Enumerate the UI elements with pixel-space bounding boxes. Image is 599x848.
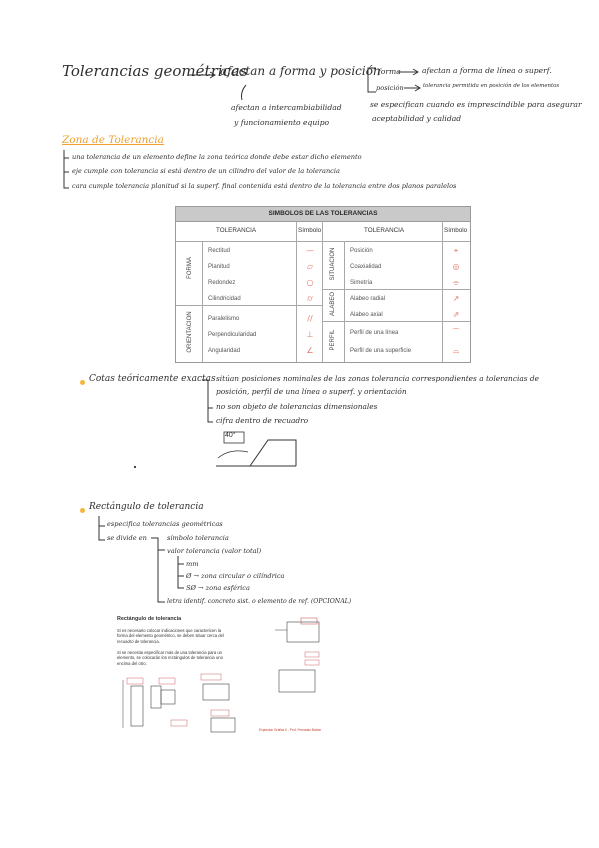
stray-mark [134, 466, 136, 468]
rectangulo-sub-2a: mm [186, 560, 199, 568]
table-row-name: Perfil de una línea [350, 330, 399, 336]
straightness-icon: — [306, 246, 314, 255]
table-row-name: Perfil de una superficie [350, 348, 412, 354]
rectangulo-sub-1: símbolo tolerancia [167, 534, 229, 542]
arrow-icon [404, 84, 422, 92]
col-header-tolerancia: TOLERANCIA [216, 227, 257, 234]
group-label-perfil: PERFIL [330, 329, 336, 351]
rectangulo-sub-2b: Ø → zona circular o cilíndrica [186, 572, 285, 580]
forma-label: forma [378, 67, 401, 76]
table-row-name: Posición [350, 248, 373, 254]
list-bracket-icon [150, 536, 166, 606]
cotas-desc-1: sitúan posiciones nominales de las zonas tolerancia correspondientes a tolerancias de [216, 374, 539, 383]
position-icon: ⌖ [453, 246, 459, 255]
arrow-icon [398, 68, 420, 76]
parallelism-icon: // [307, 314, 313, 323]
cotas-desc-2: posición, perfil de una línea o superf. y orientación [216, 387, 407, 396]
divider [344, 241, 345, 362]
spec-text-2: aceptabilidad y calidad [372, 114, 462, 123]
below-text-1: afectan a intercambiabilidad [231, 103, 342, 112]
rectangulo-item-2: se divide en [107, 534, 147, 542]
col-header-simbolo: Símbolo [444, 227, 468, 234]
table-row-name: Simetría [350, 280, 373, 286]
col-header-simbolo: Símbolo [298, 227, 322, 234]
zona-heading: Zona de Tolerancia [62, 134, 164, 146]
divider [322, 221, 323, 362]
bullet-icon [80, 508, 85, 513]
spec-text-1: se especifican cuando es imprescindible para asegurar [370, 100, 582, 109]
divider [442, 221, 443, 362]
group-label-orientacion: ORIENTACION [187, 311, 193, 353]
card-footer: Expresión Gráfica II - Prof. Fernando Bahón [259, 728, 322, 732]
group-label-alabeo: ALABEO [330, 292, 336, 317]
card-drawing [269, 616, 335, 700]
divider [176, 241, 470, 242]
zona-item: cara cumple tolerancia planitud si la superf. final contenida está dentro de la tolerancia entre dos planos paralelos [72, 182, 457, 190]
arrow-icon [236, 84, 250, 104]
card-paragraph: Si es necesario colocar indicaciones que caractericen la forma del elemento geométrico, se deben situar cerca del recuadro de tolerancia. [117, 628, 224, 644]
bullet-icon [80, 380, 85, 385]
card-drawing [115, 672, 265, 734]
arrow-icon [188, 70, 218, 80]
cotas-desc-4: cifra dentro de recuadro [216, 416, 309, 425]
table-row-name: Redondez [208, 280, 236, 286]
rectangulo-sub-2c: SØ → zona esférica [186, 584, 250, 592]
axial-runout-icon: ⇗ [452, 310, 460, 319]
cotas-desc-3: no son objeto de tolerancias dimensionales [216, 402, 378, 411]
table-row-name: Cilindricidad [208, 296, 241, 302]
posicion-desc: tolerancia permitida en posición de los elementos [423, 83, 560, 89]
below-text-2: y funcionamiento equipo [234, 118, 330, 127]
radial-runout-icon: ↗ [452, 294, 460, 303]
card-title: Rectángulo de tolerancia [117, 616, 182, 622]
angle-value: 40° [225, 432, 236, 439]
table-row-name: Alabeo radial [350, 296, 386, 302]
table-row-name: Coaxialidad [350, 264, 382, 270]
cylindricity-icon: ⌭ [307, 294, 313, 303]
line-profile-icon: ⌒ [452, 328, 460, 337]
table-row-name: Perpendicularidad [208, 332, 257, 338]
table-row-name: Paralelismo [208, 316, 240, 322]
posicion-label: posición [376, 84, 404, 92]
embedded-slide [111, 610, 339, 738]
symmetry-icon: ⌯ [452, 278, 460, 287]
rectangulo-sub-2: valor tolerancia (valor total) [167, 547, 262, 555]
col-header-tolerancia: TOLERANCIA [364, 227, 405, 234]
rectangulo-item-1: especifica tolerancias geométricas [107, 520, 223, 528]
table-title: SIMBOLOS DE LAS TOLERANCIAS [176, 207, 470, 222]
list-bracket-icon [60, 150, 70, 192]
divider [296, 221, 297, 362]
notes-title: Tolerancias geométricas [62, 62, 248, 80]
card-paragraph: Si se necesita especificar más de una tolerancia para un elemento, se colocarán los rectángulos de tolerancia uno encima del otro. [117, 650, 223, 666]
table-row-name: Alabeo axial [350, 312, 383, 318]
coaxiality-icon: ◎ [452, 262, 460, 271]
perpendicularity-icon: ⊥ [306, 330, 314, 339]
forma-desc: afectan a forma de línea o superf. [422, 66, 552, 75]
table-row-name: Angularidad [208, 348, 241, 354]
list-bracket-icon [96, 516, 106, 544]
surface-profile-icon: ⌓ [452, 346, 460, 355]
arrow-text: afectan a forma y posición [220, 64, 381, 78]
rectangulo-sub-3: letra identif. concreto sist. o elemento de ref. (OPCIONAL) [167, 598, 352, 605]
group-label-situacion: SITUACION [330, 247, 336, 281]
angularity-icon: ∠ [306, 346, 314, 355]
list-bracket-icon [174, 556, 186, 592]
flatness-icon: ▱ [306, 262, 314, 271]
circularity-icon: ○ [306, 278, 314, 287]
divider [202, 241, 203, 362]
angle-sketch [210, 430, 300, 470]
zona-item: eje cumple con tolerancia si está dentro de un cilindro del valor de la tolerancia [72, 167, 340, 175]
cotas-label: Cotas teóricamente exactas [89, 374, 216, 384]
symbols-table [175, 206, 471, 363]
list-bracket-icon [202, 376, 214, 426]
group-label-forma: FORMA [187, 257, 193, 279]
rectangulo-label: Rectángulo de tolerancia [89, 502, 204, 512]
zona-item: una tolerancia de un elemento define la zona teórica donde debe estar dicho elemento [72, 153, 362, 161]
table-row-name: Planitud [208, 264, 230, 270]
table-row-name: Rectitud [208, 248, 231, 254]
